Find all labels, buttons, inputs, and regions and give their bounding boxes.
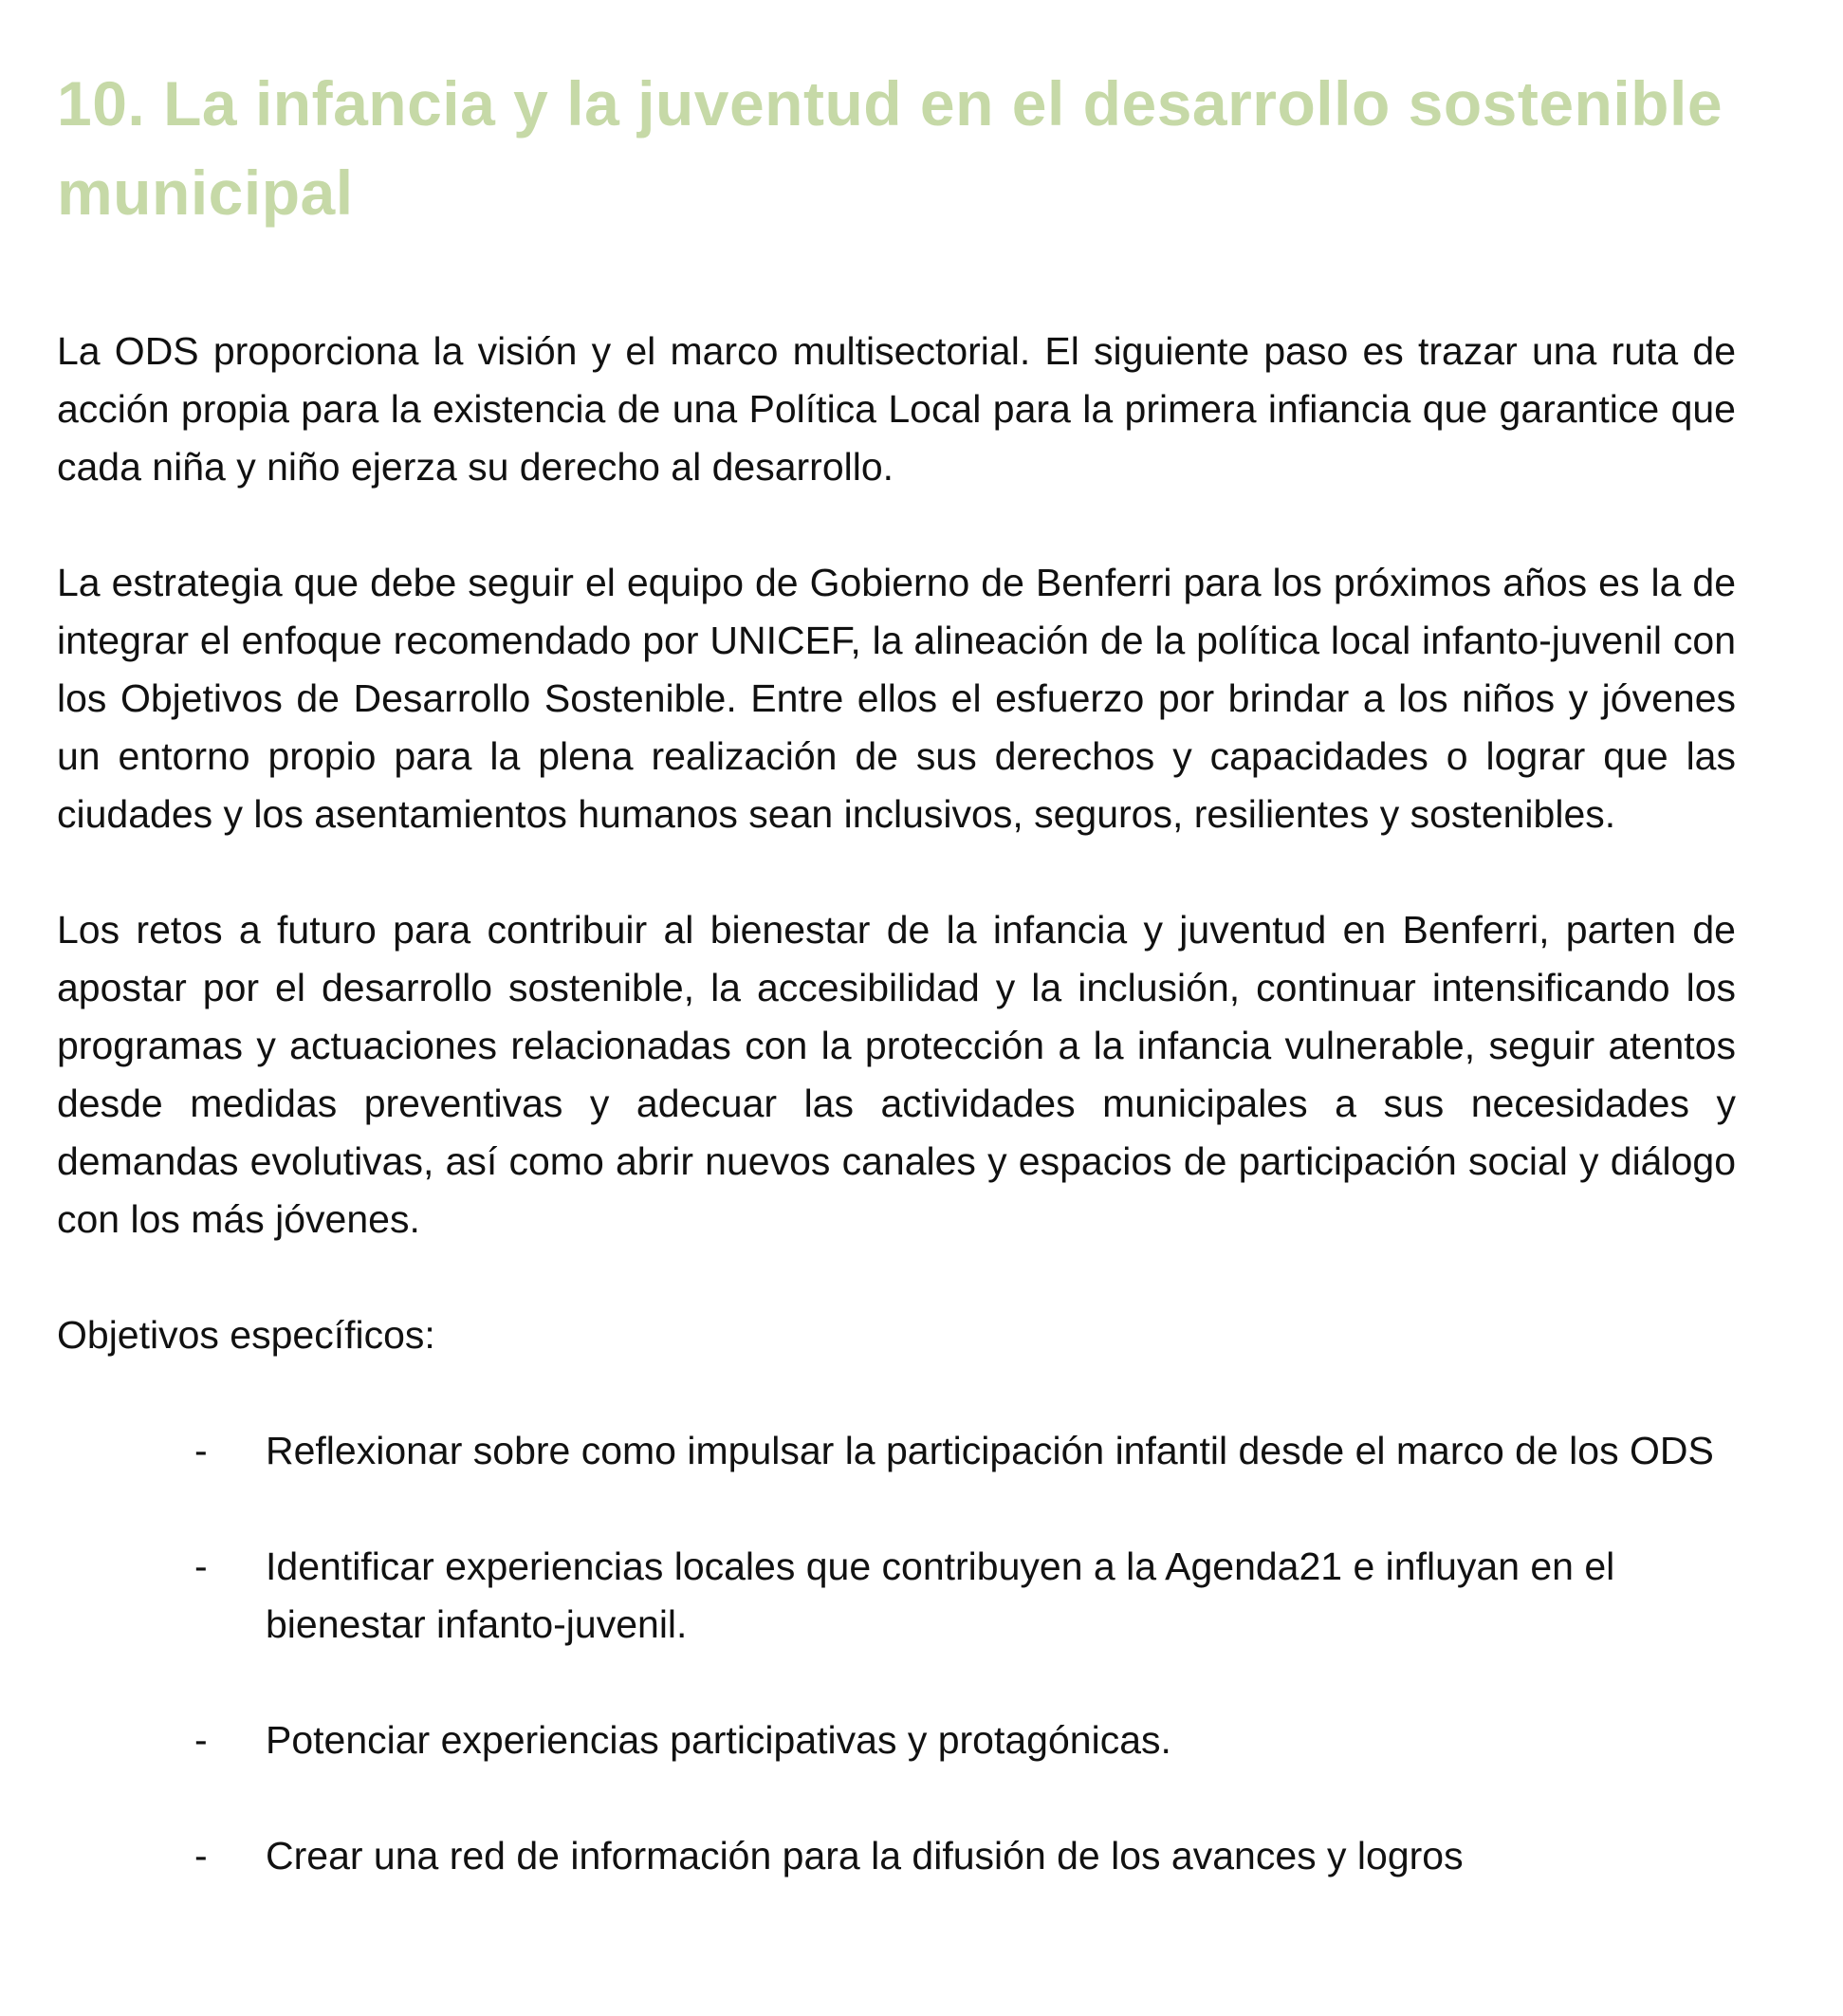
bullet-dash: - bbox=[194, 1718, 208, 1762]
objective-item bbox=[57, 1422, 1736, 1480]
objective-item bbox=[57, 1538, 1736, 1654]
document-page bbox=[57, 0, 1736, 1943]
objective-text: Crear una red de información para la difusión de los avances y logros bbox=[266, 1834, 1464, 1877]
paragraph-strategy: La estrategia que debe seguir el equipo de Gobierno de Benferri para los próximos años es la de integrar el enfoque recomendado por UNICEF, la alineación de la política local infanto-juvenil con los Objetivos de Desarrollo Sostenible. Entre ellos el esfuerzo por brindar a los niños y jóvenes un entorno propio para la plena realización de sus derechos y capacidades o lograr que las ciudades y los asentamientos humanos sean inclusivos, seguros, resilientes y sostenibles. bbox=[57, 561, 1736, 836]
objective-item bbox=[57, 1711, 1736, 1769]
objective-text: Reflexionar sobre como impulsar la participación infantil desde el marco de los ODS bbox=[266, 1429, 1714, 1472]
paragraph-ods-vision: La ODS proporciona la visión y el marco multisectorial. El siguiente paso es trazar una ruta de acción propia para la existencia de una Política Local para la primera infiancia que garantice que cada niña y niño ejerza su derecho al desarrollo. bbox=[57, 329, 1736, 489]
section-title: 10. La infancia y la juventud en el desarrollo sostenible municipal bbox=[57, 68, 1723, 228]
objective-text: Identificar experiencias locales que contribuyen a la Agenda21 e influyan en el bienestar infanto-juvenil. bbox=[266, 1544, 1615, 1646]
objective-text: Potenciar experiencias participativas y protagónicas. bbox=[266, 1718, 1171, 1762]
objectives-heading: Objetivos específicos: bbox=[57, 1313, 435, 1357]
objective-item bbox=[57, 1827, 1736, 1885]
bullet-dash: - bbox=[194, 1429, 208, 1472]
objectives-list bbox=[57, 1422, 1736, 1885]
bullet-dash: - bbox=[194, 1834, 208, 1877]
bullet-dash: - bbox=[194, 1544, 208, 1588]
paragraph-challenges: Los retos a futuro para contribuir al bienestar de la infancia y juventud en Benferri, parten de apostar por el desarrollo sostenible, la accesibilidad y la inclusión, continuar intensificando los programas y actuaciones relacionadas con la protección a la infancia vulnerable, seguir atentos desde medidas preventivas y adecuar las actividades municipales a sus necesidades y demandas evolutivas, así como abrir nuevos canales y espacios de participación social y diálogo con los más jóvenes. bbox=[57, 908, 1736, 1241]
